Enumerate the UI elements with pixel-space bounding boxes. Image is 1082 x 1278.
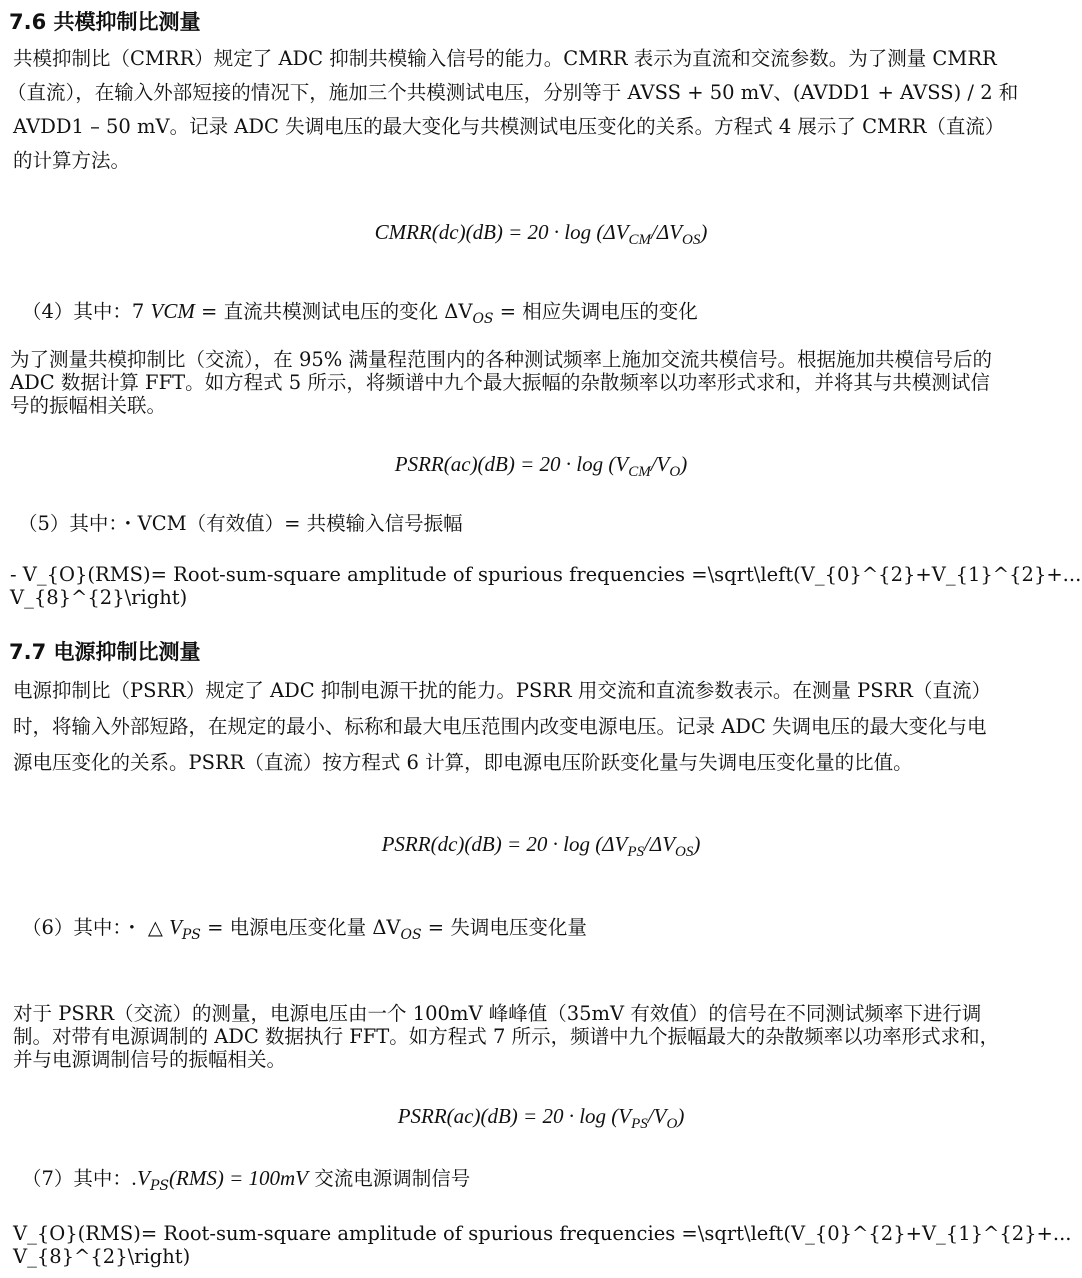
- equation-5: PSRR(ac)(dB) = $20 \cdot \log (V_{CM}/V_O)$: [394, 452, 688, 481]
- text-line: 共模抑制比（CMRR）规定了 ADC 抑制共模输入信号的能力。CMRR 表示为直流和交流参数。为了测量 CMRR: [13, 47, 997, 70]
- equation-5-note: （5）其中：・VCM（有效值）= 共模输入信号振幅: [18, 512, 463, 535]
- text-line: （直流），在输入外部短接的情况下，施加三个共模测试电压，分别等于 AVSS + 50 mV、(AVDD1 + AVSS) / 2 和: [7, 81, 1019, 104]
- text-line: 时，将输入外部短路，在规定的最小、标称和最大电压范围内改变电源电压。记录 ADC 失调电压的最大变化与电: [13, 715, 987, 738]
- text-line: V_{O}(RMS)= Root-sum-square amplitude of spurious frequencies =\sqrt\left(V_{0}^{2}+V_{1}^{2}+...: [13, 1222, 1072, 1245]
- text-line: ADC 数据计算 FFT。如方程式 5 所示，将频谱中九个最大振幅的杂散频率以功率形式求和，并将其与共模测试信: [10, 371, 990, 394]
- raw-latex-7: [13, 1222, 1082, 1268]
- equation-7: PSRR(ac)(dB) = $20 \cdot \log (V_{PS}/V_O)$: [397, 1104, 685, 1133]
- text-line: 制。对带有电源调制的 ADC 数据执行 FFT。如方程式 7 所示，频谱中九个振幅最大的杂散频率以功率形式求和，: [13, 1025, 1000, 1048]
- text-line: V_{8}^{2}\right): [10, 586, 188, 609]
- paragraph-psrr-ac: [13, 1002, 1082, 1071]
- equation-4-note: （4）其中：7 VCM = 直流共模测试电压的变化 $\Delta V_{OS}$ = 相应失调电压的变化: [22, 299, 698, 327]
- text-line: V_{8}^{2}\right): [13, 1245, 191, 1268]
- paragraph-cmrr-intro: [7, 42, 1082, 178]
- raw-latex-5: [10, 563, 1082, 609]
- text-line: 源电压变化的关系。PSRR（直流）按方程式 6 计算，即电源电压阶跃变化量与失调电压变化量的比值。: [13, 751, 913, 774]
- section-heading-7-6: 7.6 共模抑制比测量: [9, 10, 201, 34]
- equation-6: PSRR(dc)(dB) = $20 \cdot \log (\Delta V_{PS}/\Delta V_{OS})$: [381, 832, 701, 861]
- equation-4: CMRR(dc)(dB) = $20 \cdot \log (\Delta V_{CM}/\Delta V_{OS})$: [374, 220, 708, 249]
- section-heading-7-7: 7.7 电源抑制比测量: [9, 640, 201, 664]
- text-line: 并与电源调制信号的振幅相关。: [13, 1048, 287, 1071]
- text-line: 对于 PSRR（交流）的测量，电源电压由一个 100mV 峰峰值（35mV 有效值）的信号在不同测试频率下进行调: [13, 1002, 982, 1025]
- text-line: AVDD1 – 50 mV。记录 ADC 失调电压的最大变化与共模测试电压变化的关系。方程式 4 展示了 CMRR（直流）: [13, 115, 1005, 138]
- equation-7-note: （7）其中：$.V_{PS}(RMS) = 100mV$ 交流电源调制信号: [22, 1166, 471, 1194]
- text-line: - V_{O}(RMS)= Root-sum-square amplitude of spurious frequencies =\sqrt\left(V_{0}^{2}+V_{1}^{2}+...: [10, 563, 1082, 586]
- paragraph-psrr-intro: [13, 674, 1082, 780]
- text-line: 号的振幅相关联。: [10, 394, 167, 417]
- equation-6-note: （6）其中：・ △ $V_{PS}$ = 电源电压变化量 $\Delta V_{OS}$ = 失调电压变化量: [22, 915, 587, 943]
- paragraph-cmrr-ac: [10, 348, 1082, 417]
- text-line: 的计算方法。: [13, 149, 131, 172]
- text-line: 为了测量共模抑制比（交流），在 95% 满量程范围内的各种测试频率上施加交流共模信号。根据施加共模信号后的: [10, 348, 992, 371]
- text-line: 电源抑制比（PSRR）规定了 ADC 抑制电源干扰的能力。PSRR 用交流和直流参数表示。在测量 PSRR（直流）: [13, 679, 991, 702]
